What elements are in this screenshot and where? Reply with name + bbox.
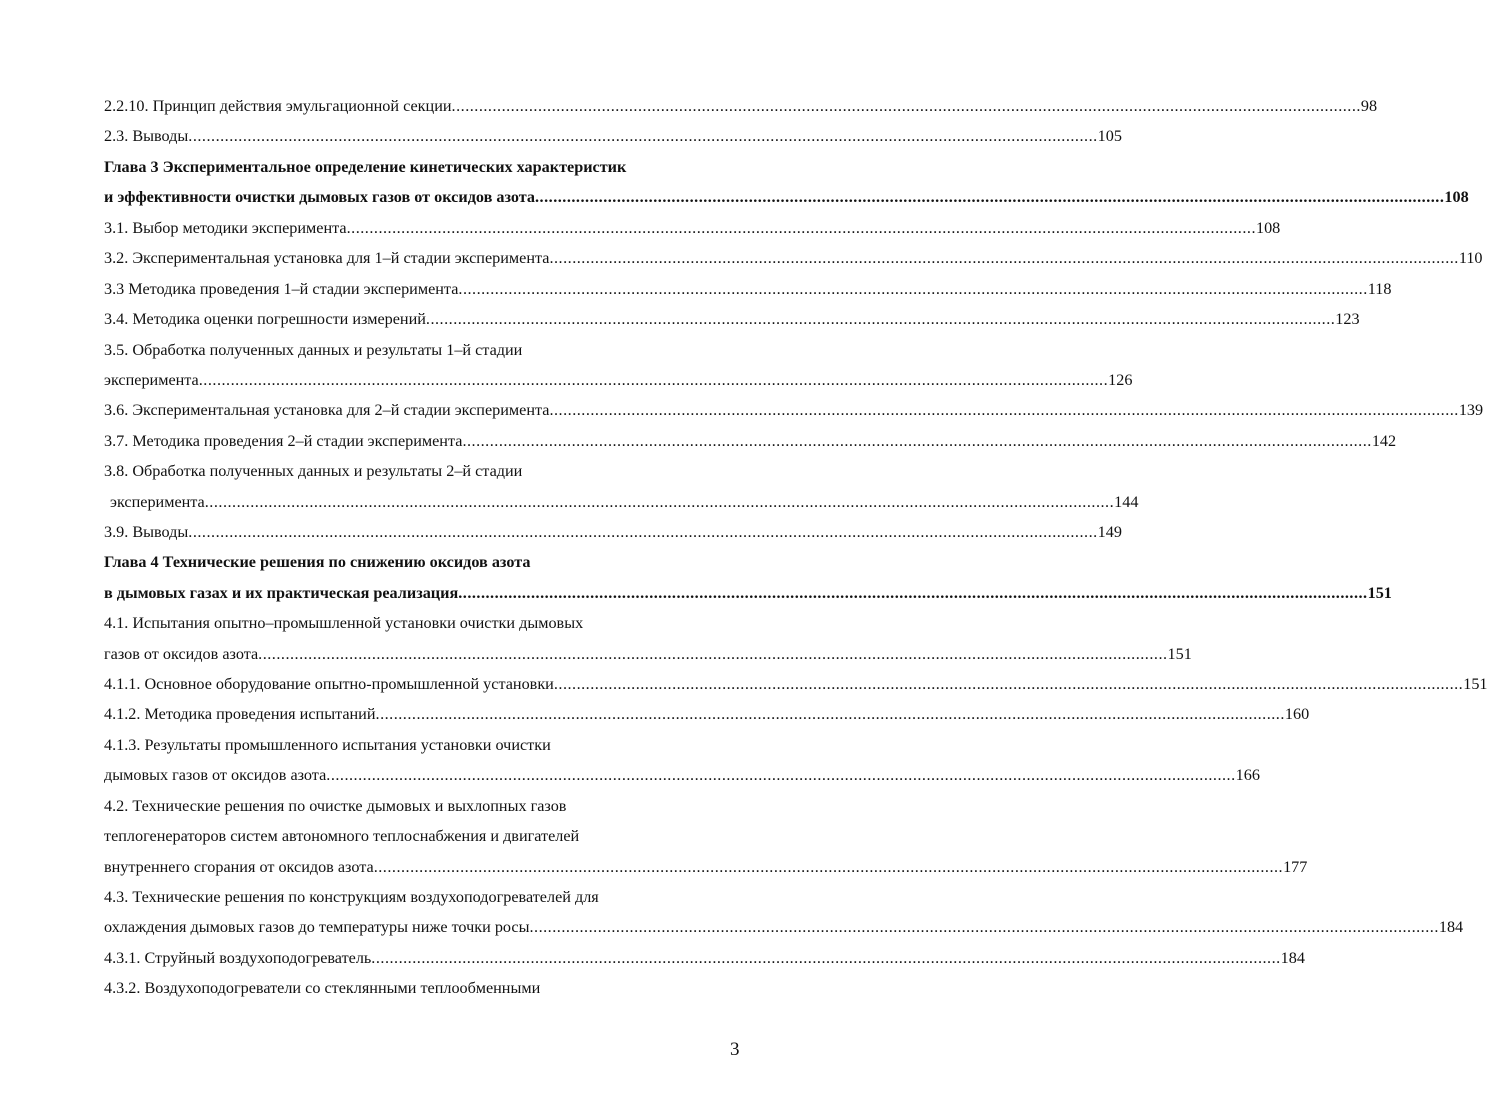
toc-leader-dots: ........................................................................................................................................................................................................ bbox=[529, 918, 1439, 936]
toc-entry-page: 184 bbox=[1280, 949, 1305, 967]
toc-entry bbox=[104, 610, 583, 636]
toc-entry-page: 98 bbox=[1360, 97, 1378, 115]
toc-leader-dots: ........................................................................................................................................................................................................ bbox=[326, 766, 1236, 784]
toc-entry-page: 151 bbox=[1463, 675, 1488, 693]
toc-entry-title: 4.3. Технические решения по конструкциям воздухоподогревателей для bbox=[104, 888, 599, 906]
toc-entry-title: 4.2. Технические решения по очистке дымовых и выхлопных газов bbox=[104, 797, 567, 815]
toc-entry-title: дымовых газов от оксидов азота bbox=[104, 766, 327, 784]
toc-leader-dots: ........................................................................................................................................................................................................ bbox=[549, 401, 1459, 419]
toc-entry-page: 118 bbox=[1367, 280, 1392, 298]
toc-entry-title: 2.3. Выводы bbox=[104, 127, 189, 145]
toc-entry-page: 184 bbox=[1438, 918, 1464, 936]
toc-leader-dots: ........................................................................................................................................................................................................ bbox=[198, 371, 1109, 389]
toc-entry bbox=[104, 641, 1192, 667]
toc-entry-page: 166 bbox=[1235, 766, 1260, 784]
toc-entry-page: 177 bbox=[1283, 858, 1308, 876]
toc-leader-dots: ........................................................................................................................................................................................................ bbox=[204, 493, 1115, 511]
toc-leader-dots: ........................................................................................................................................................................................................ bbox=[425, 310, 1336, 328]
toc-entry-title: 3.9. Выводы bbox=[104, 523, 189, 541]
toc-entry-title: 3.7. Методика проведения 2–й стадии эксперимента bbox=[104, 432, 463, 450]
toc-entry-title: Глава 3 Экспериментальное определение кинетических характеристик bbox=[104, 158, 627, 176]
toc-entry-title: внутреннего сгорания от оксидов азота bbox=[104, 858, 374, 876]
toc-entry bbox=[104, 701, 1310, 727]
toc-leader-dots: ........................................................................................................................................................................................................ bbox=[535, 188, 1445, 206]
toc-entry bbox=[104, 397, 1484, 423]
toc-entry-title: 3.8. Обработка полученных данных и результаты 2–й стадии bbox=[104, 462, 523, 480]
toc-entry-title: эксперимента bbox=[110, 493, 205, 511]
toc-entry bbox=[104, 519, 1122, 545]
toc-entry bbox=[104, 458, 522, 484]
toc-entry-title: 2.2.10. Принцип действия эмульгационной секции bbox=[104, 97, 452, 115]
toc-leader-dots: ........................................................................................................................................................................................................ bbox=[553, 675, 1464, 693]
toc-entry bbox=[104, 245, 1483, 271]
toc-entry bbox=[104, 823, 579, 849]
toc-entry-page: 108 bbox=[1444, 188, 1469, 206]
toc-entry bbox=[104, 884, 599, 910]
toc-entry bbox=[104, 215, 1281, 241]
toc-entry-page: 126 bbox=[1108, 371, 1133, 389]
toc-leader-dots: ........................................................................................................................................................................................................ bbox=[258, 645, 1168, 663]
toc-entry-page: 139 bbox=[1458, 401, 1484, 419]
toc-entry-title: 3.6. Экспериментальная установка для 2–й стадии эксперимента bbox=[104, 401, 550, 419]
toc-entry-page: 151 bbox=[1367, 584, 1392, 602]
toc-leader-dots: ........................................................................................................................................................................................................ bbox=[373, 858, 1284, 876]
toc-entry-page: 110 bbox=[1458, 249, 1483, 267]
toc-entry-title: 4.1. Испытания опытно–промышленной установки очистки дымовых bbox=[104, 614, 584, 632]
toc-entry-page: 108 bbox=[1255, 219, 1281, 237]
toc-entry-title: 3.5. Обработка полученных данных и результаты 1–й стадии bbox=[104, 341, 523, 359]
toc-entry bbox=[104, 276, 1392, 302]
toc-entry bbox=[104, 123, 1122, 149]
toc-entry-title: 3.3 Методика проведения 1–й стадии эксперимента bbox=[104, 280, 459, 298]
toc-leader-dots: ........................................................................................................................................................................................................ bbox=[462, 432, 1372, 450]
toc-entry-title: 4.1.2. Методика проведения испытаний bbox=[104, 705, 376, 723]
page-number: 3 bbox=[730, 1039, 740, 1060]
toc-entry-title: эксперимента bbox=[104, 371, 199, 389]
toc-entry bbox=[104, 580, 1392, 606]
toc-entry bbox=[110, 489, 1139, 515]
toc-entry bbox=[104, 975, 540, 1001]
toc-leader-dots: ........................................................................................................................................................................................................ bbox=[451, 97, 1361, 115]
toc-entry bbox=[104, 762, 1260, 788]
toc-leader-dots: ........................................................................................................................................................................................................ bbox=[188, 523, 1098, 541]
toc-entry bbox=[104, 428, 1397, 454]
toc-entry bbox=[104, 306, 1360, 332]
toc-entry-title: 3.1. Выбор методики эксперимента bbox=[104, 219, 347, 237]
toc-entry bbox=[104, 337, 522, 363]
toc-entry-page: 142 bbox=[1371, 432, 1397, 450]
toc-entry-page: 105 bbox=[1097, 127, 1122, 145]
toc-leader-dots: ........................................................................................................................................................................................................ bbox=[375, 705, 1285, 723]
toc-entry-title: и эффективности очистки дымовых газов от оксидов азота bbox=[104, 188, 535, 206]
toc-entry-title: теплогенераторов систем автономного теплоснабжения и двигателей bbox=[104, 827, 580, 845]
toc-entry-title: 3.4. Методика оценки погрешности измерений bbox=[104, 310, 426, 328]
toc-entry-title: в дымовых газах и их практическая реализация bbox=[104, 584, 459, 602]
toc-entry-page: 151 bbox=[1167, 645, 1192, 663]
toc-entry bbox=[104, 945, 1305, 971]
toc-entry-title: 4.1.3. Результаты промышленного испытания установки очистки bbox=[104, 736, 551, 754]
toc-leader-dots: ........................................................................................................................................................................................................ bbox=[549, 249, 1459, 267]
toc-entry bbox=[104, 732, 551, 758]
toc-entry bbox=[104, 793, 566, 819]
toc-entry bbox=[104, 914, 1464, 940]
toc-entry-title: охлаждения дымовых газов до температуры ниже точки росы bbox=[104, 918, 530, 936]
toc-leader-dots: ........................................................................................................................................................................................................ bbox=[188, 127, 1098, 145]
toc-entry-title: 4.3.1. Струйный воздухоподогреватель bbox=[104, 949, 372, 967]
toc-entry-page: 144 bbox=[1114, 493, 1139, 511]
toc-entry bbox=[104, 184, 1469, 210]
toc-leader-dots: ........................................................................................................................................................................................................ bbox=[346, 219, 1256, 237]
toc-entry-title: Глава 4 Технические решения по снижению оксидов азота bbox=[104, 553, 531, 571]
toc-entry bbox=[104, 154, 626, 180]
toc-leader-dots: ........................................................................................................................................................................................................ bbox=[458, 280, 1368, 298]
toc-entry-title: 3.2. Экспериментальная установка для 1–й стадии эксперимента bbox=[104, 249, 550, 267]
toc-entry-title: 4.1.1. Основное оборудование опытно-промышленной установки bbox=[104, 675, 554, 693]
toc-entry-page: 160 bbox=[1284, 705, 1310, 723]
toc-entry-page: 149 bbox=[1097, 523, 1122, 541]
toc-entry bbox=[104, 671, 1488, 697]
toc-entry-title: газов от оксидов азота bbox=[104, 645, 259, 663]
toc-entry bbox=[104, 854, 1308, 880]
toc-entry bbox=[104, 93, 1378, 119]
toc-entry bbox=[104, 549, 530, 575]
toc-entry-title: 4.3.2. Воздухоподогреватели со стеклянными теплообменными bbox=[104, 979, 541, 997]
toc-leader-dots: ........................................................................................................................................................................................................ bbox=[458, 584, 1368, 602]
toc-entry bbox=[104, 367, 1133, 393]
toc-leader-dots: ........................................................................................................................................................................................................ bbox=[371, 949, 1281, 967]
toc-entry-page: 123 bbox=[1335, 310, 1360, 328]
